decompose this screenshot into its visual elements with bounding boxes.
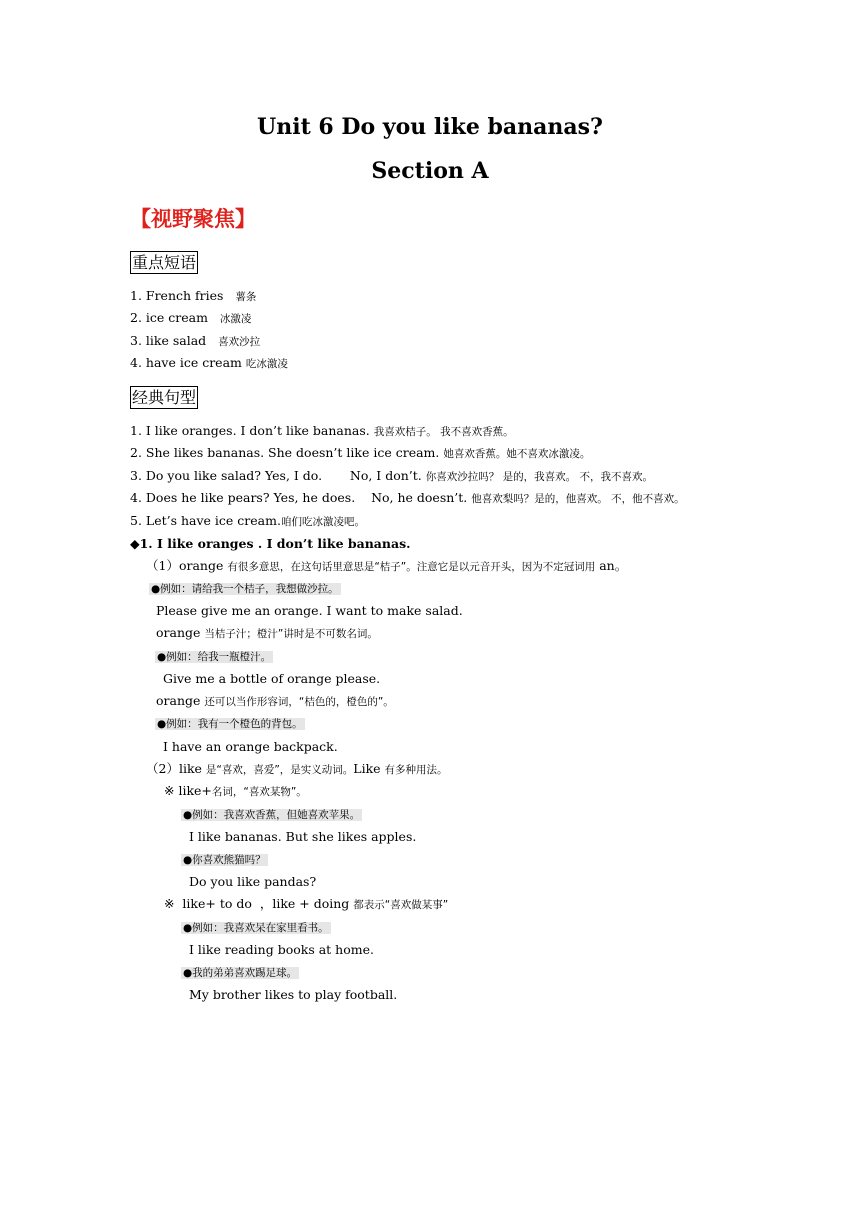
sentence-item <box>130 489 685 508</box>
usage-like-noun <box>164 782 307 801</box>
phrase-en: 3. like salad <box>130 333 207 348</box>
example-en: Give me a bottle of orange please. <box>163 671 381 686</box>
example-cn <box>181 918 331 937</box>
orange-intro <box>146 557 627 576</box>
text-run: orange <box>156 693 205 708</box>
phrase-en: 4. have ice cream <box>130 355 242 370</box>
example-en: I have an orange backpack. <box>163 739 338 754</box>
phrase-en: 1. French fries <box>130 288 224 303</box>
sentence-item <box>130 422 514 441</box>
example-highlight: ●例如：我喜欢呆在家里看书。 <box>183 922 329 934</box>
text-run-cn: 都表示“喜欢做某事” <box>353 899 449 911</box>
sentence-en: 1. I like oranges. I don’t like bananas. <box>130 423 370 438</box>
sentence-en: 4. Does he like pears? Yes, he does. No, he doesn’t. <box>130 490 468 505</box>
sentence-item <box>130 512 365 531</box>
phrase-item <box>130 309 251 328</box>
focus-heading: 【视野聚焦】 <box>130 207 256 231</box>
sentence-cn: 她喜欢香蕉。她不喜欢冰激凌。 <box>443 448 591 460</box>
example-highlight: ●例如：给我一瓶橙汁。 <box>157 651 272 663</box>
text-run: Like <box>353 761 385 776</box>
unit-title: Unit 6 Do you like bananas? <box>257 114 603 140</box>
text-run-cn: 当桔子汁；橙汁”讲时是不可数名词。 <box>204 628 378 640</box>
example-en: Please give me an orange. I want to make salad. <box>156 603 463 618</box>
like-intro <box>146 760 448 779</box>
sentence-item <box>130 444 590 463</box>
section-title: Section A <box>371 158 489 184</box>
text-run: ※ like+ to do ，like + doing <box>164 896 354 911</box>
sentence-en: 2. She likes bananas. She doesn’t like ice cream. <box>130 445 440 460</box>
phrase-item <box>130 332 260 351</box>
usage-like-verb <box>164 895 448 914</box>
sentence-cn: 他喜欢梨吗？是的，他喜欢。 不，他不喜欢。 <box>471 493 685 505</box>
example-cn <box>181 963 299 982</box>
text-run-cn: 是“喜欢，喜爱”，是实义动词。 <box>205 764 354 776</box>
point-heading: ◆1. I like oranges . I don’t like bananas. <box>130 536 411 551</box>
orange-adjective-note <box>156 692 394 711</box>
example-cn <box>181 805 362 824</box>
sentence-cn: 咱们吃冰激凌吧。 <box>280 516 365 528</box>
text-run-cn: 有很多意思，在这句话里意思是“桔子”。注意它是以元音开头，因为不定冠词用 <box>227 561 596 573</box>
phrase-cn: 喜欢沙拉 <box>218 336 261 348</box>
text-run-cn: 有多种用法。 <box>384 764 448 776</box>
example-en: Do you like pandas? <box>189 874 317 889</box>
phrase-cn: 薯条 <box>235 291 257 303</box>
example-highlight: ●例如：请给我一个桔子，我想做沙拉。 <box>151 583 339 595</box>
sentence-en: 5. Let’s have ice cream. <box>130 513 281 528</box>
example-highlight: ●我的弟弟喜欢踢足球。 <box>183 967 298 979</box>
phrase-item <box>130 287 256 306</box>
phrase-cn: 吃冰激凌 <box>245 358 288 370</box>
phrase-en: 2. ice cream <box>130 310 208 325</box>
text-run-cn: 名词，“喜欢某物”。 <box>211 786 307 798</box>
sentence-cn: 你喜欢沙拉吗？ 是的，我喜欢。 不，我不喜欢。 <box>425 471 653 483</box>
example-highlight: ●例如：我喜欢香蕉，但她喜欢苹果。 <box>183 809 361 821</box>
example-cn <box>181 850 268 869</box>
example-highlight: ●你喜欢熊猫吗？ <box>183 854 266 866</box>
text-run: orange <box>156 625 205 640</box>
text-run: （2）like <box>146 761 206 776</box>
text-run: an。 <box>595 558 628 573</box>
text-run: （1）orange <box>146 558 228 573</box>
sentence-cn: 我喜欢桔子。 我不喜欢香蕉。 <box>373 426 514 438</box>
text-run-cn: 还可以当作形容词，“桔色的，橙色的”。 <box>204 696 394 708</box>
text-run: ※ like+ <box>164 783 212 798</box>
orange-juice-note <box>156 624 378 643</box>
example-cn <box>155 647 273 666</box>
classic-sentences-heading: 经典句型 <box>132 388 197 407</box>
sentence-item <box>130 467 653 486</box>
example-highlight: ●例如：我有一个橙色的背包。 <box>157 718 303 730</box>
sentence-en: 3. Do you like salad? Yes, I do. No, I don’t. <box>130 468 422 483</box>
phrase-cn: 冰激凌 <box>219 313 252 325</box>
phrase-item <box>130 354 288 373</box>
key-phrases-heading: 重点短语 <box>132 253 197 272</box>
example-cn <box>155 714 305 733</box>
example-cn <box>149 579 341 598</box>
example-en: I like reading books at home. <box>189 942 374 957</box>
example-en: I like bananas. But she likes apples. <box>189 829 417 844</box>
example-en: My brother likes to play football. <box>189 987 398 1002</box>
